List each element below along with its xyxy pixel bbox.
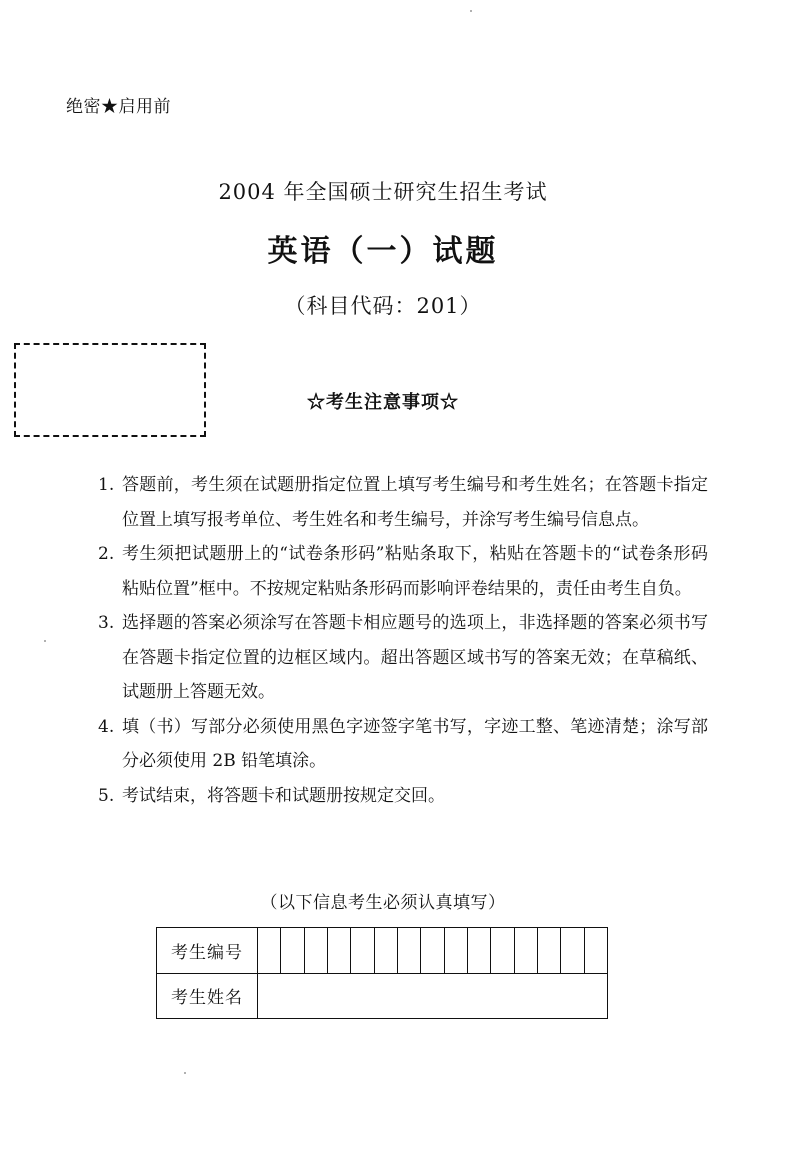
candidate-number-digit-14[interactable] <box>561 928 584 974</box>
candidate-number-digit-12[interactable] <box>514 928 537 974</box>
candidate-name-label: 考生姓名 <box>157 973 258 1019</box>
instruction-number: 2. <box>98 544 115 564</box>
instruction-item <box>98 710 708 779</box>
candidate-number-digit-4[interactable] <box>327 928 350 974</box>
instruction-item <box>98 537 708 606</box>
scan-speck <box>470 10 472 12</box>
instruction-item <box>98 606 708 710</box>
candidate-number-digit-3[interactable] <box>304 928 327 974</box>
candidate-number-digit-13[interactable] <box>537 928 560 974</box>
candidate-number-digit-1[interactable] <box>258 928 281 974</box>
candidate-number-digit-8[interactable] <box>421 928 444 974</box>
exam-name: 2004 年全国硕士研究生招生考试 <box>218 180 548 204</box>
instruction-number: 3. <box>98 613 115 633</box>
instruction-text: 答题前，考生须在试题册指定位置上填写考生编号和考生姓名；在答题卡指定位置上填写报考单位、考生姓名和考生编号，并涂写考生编号信息点。 <box>122 475 708 530</box>
classification-label: 绝密★启用前 <box>66 97 171 117</box>
paper-title: 英语（一）试题 <box>267 234 499 269</box>
instruction-number: 1. <box>98 475 115 495</box>
instruction-text: 选择题的答案必须涂写在答题卡相应题号的选项上，非选择题的答案必须书写在答题卡指定位置的边框区域内。超出答题区域书写的答案无效；在草稿纸、试题册上答题无效。 <box>122 613 708 702</box>
instruction-text: 填（书）写部分必须使用黑色字迹签字笔书写，字迹工整、笔迹清楚；涂写部分必须使用 2B 铅笔填涂。 <box>122 716 708 771</box>
fill-in-note: （以下信息考生必须认真填写） <box>260 893 506 913</box>
instruction-item <box>98 779 708 814</box>
candidate-number-digit-6[interactable] <box>374 928 397 974</box>
candidate-number-label: 考生编号 <box>157 928 258 974</box>
subject-code: （科目代码：201） <box>284 294 482 318</box>
candidate-number-digit-2[interactable] <box>281 928 304 974</box>
candidate-name-row <box>157 973 608 1019</box>
candidate-number-digit-10[interactable] <box>467 928 490 974</box>
candidate-number-digit-5[interactable] <box>351 928 374 974</box>
instruction-item <box>98 468 708 537</box>
instructions-list <box>98 468 708 813</box>
candidate-number-digit-15[interactable] <box>584 928 607 974</box>
notice-title: ☆考生注意事项☆ <box>307 392 459 413</box>
candidate-number-row <box>157 928 608 974</box>
instruction-text: 考试结束，将答题卡和试题册按规定交回。 <box>122 785 445 806</box>
instruction-text: 考生须把试题册上的“试卷条形码”粘贴条取下，粘贴在答题卡的“试卷条形码粘贴位置”框中。不按规定粘贴条形码而影响评卷结果的，责任由考生自负。 <box>122 544 708 599</box>
instruction-number: 4. <box>98 716 115 737</box>
scan-speck <box>44 640 46 642</box>
candidate-number-digit-9[interactable] <box>444 928 467 974</box>
scan-speck <box>184 1072 186 1074</box>
instruction-number: 5. <box>98 785 115 806</box>
candidate-number-digit-7[interactable] <box>397 928 420 974</box>
candidate-info-table <box>156 927 608 1019</box>
candidate-number-digit-11[interactable] <box>491 928 514 974</box>
candidate-name-field[interactable] <box>258 973 608 1019</box>
